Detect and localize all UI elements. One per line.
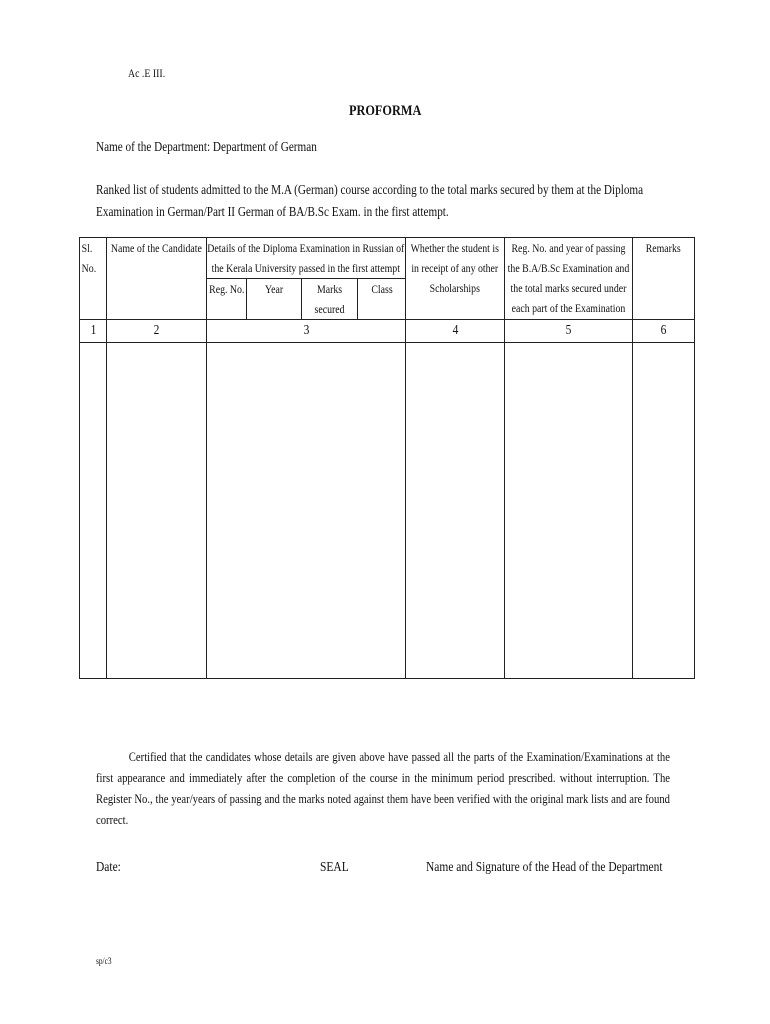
table-entry-area: [80, 343, 695, 679]
entry-cell-remarks: [633, 343, 695, 679]
column-number-row: [80, 320, 695, 343]
subheader-year: Year: [247, 279, 302, 320]
header-sl-no: Sl. No.: [80, 238, 107, 320]
table-header-row: [80, 238, 695, 279]
subheader-class: Class: [358, 279, 406, 320]
subheader-marks-secured: Marks secured: [302, 279, 358, 320]
page-title: PROFORMA: [348, 103, 422, 119]
column-number-3: 3: [207, 320, 406, 343]
column-number-1: 1: [80, 320, 107, 343]
column-number-2: 2: [107, 320, 207, 343]
column-number-5: 5: [505, 320, 633, 343]
ranked-list-description: Ranked list of students admitted to the M.A (German) course according to the total marks secured by them at the Diploma Examination in German/Part II German of BA/B.Sc Exam. in the first attempt.: [96, 183, 644, 220]
header-scholarships: Whether the student is in receipt of any other Scholarships: [406, 238, 505, 320]
header-candidate-name: Name of the Candidate: [107, 238, 207, 320]
reference-code: Ac .E III.: [128, 66, 166, 80]
entry-cell-diploma-details: [207, 343, 406, 679]
date-label: Date:: [96, 860, 121, 875]
seal-label: SEAL: [320, 860, 349, 875]
footer-code: sp/c3: [96, 956, 112, 966]
proforma-table: [79, 237, 695, 679]
header-remarks: Remarks: [633, 238, 695, 320]
column-number-4: 4: [406, 320, 505, 343]
entry-cell-sl-no: [80, 343, 107, 679]
signature-label: Name and Signature of the Head of the Department: [426, 860, 663, 875]
entry-cell-candidate: [107, 343, 207, 679]
entry-cell-scholarships: [406, 343, 505, 679]
entry-cell-reg-no-year: [505, 343, 633, 679]
header-diploma-details: Details of the Diploma Examination in Russian of the Kerala University passed in the first attempt: [207, 238, 406, 279]
column-number-6: 6: [633, 320, 695, 343]
header-reg-no-year: Reg. No. and year of passing the B.A/B.Sc Examination and the total marks secured under each part of the Examination: [505, 238, 633, 320]
subheader-reg-no: Reg. No.: [207, 279, 247, 320]
department-line: Name of the Department: Department of German: [96, 140, 317, 155]
certification-paragraph: Certified that the candidates whose details are given above have passed all the parts of the Examination/Examinations at the first appearance and immediately after the completion of the course in the minimum period prescribed. without interruption. The Register No., the year/years of passing and the marks noted against them have been verified with the original mark lists and are found correct.: [96, 749, 671, 827]
